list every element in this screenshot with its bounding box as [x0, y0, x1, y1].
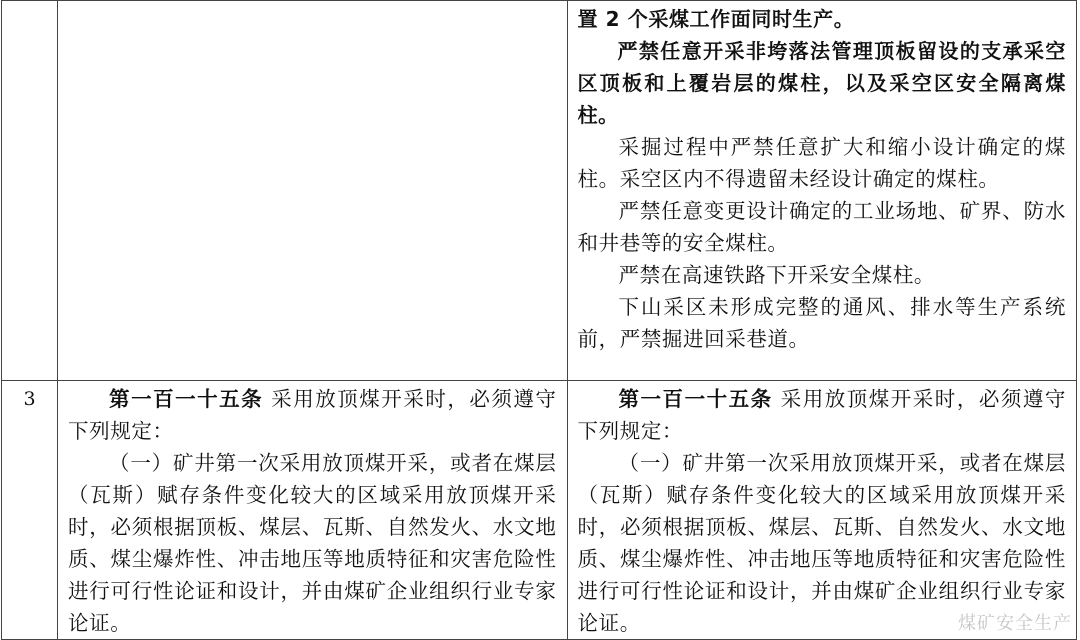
article-text: 采用放顶煤开采时，必须遵守下列规定：: [578, 387, 1066, 443]
article-number: 第一百一十五条: [109, 387, 263, 411]
original-text-cell: [58, 381, 567, 640]
item-paragraph: （一）矿井第一次采用放顶煤开采，或者在煤层（瓦斯）赋存条件变化较大的区域采用放顶煤开采时，必须根据顶板、煤层、瓦斯、自然发火、水文地质、煤尘爆炸性、冲击地压等地质特征和灾害危险性进行可行性论证和设计，并由煤矿企业组织行业专家论证。: [578, 447, 1066, 639]
paragraph: 下山采区未形成完整的通风、排水等生产系统前，严禁掘进回采巷道。: [578, 291, 1066, 355]
paragraph: 置 2 个采煤工作面同时生产。: [578, 3, 1066, 35]
article-paragraph: [68, 383, 556, 447]
revised-text-content: [568, 1, 1076, 355]
row-number-cell: [2, 381, 58, 640]
item-paragraph: （一）矿井第一次采用放顶煤开采，或者在煤层（瓦斯）赋存条件变化较大的区域采用放顶煤开采时，必须根据顶板、煤层、瓦斯、自然发火、水文地质、煤尘爆炸性、冲击地压等地质特征和灾害危险性进行可行性论证和设计，并由煤矿企业组织行业专家论证。: [68, 447, 556, 639]
revised-text-cell: [567, 1, 1076, 381]
original-text-cell: [58, 1, 567, 381]
row-number-cell: [2, 1, 58, 381]
article-number: 第一百一十五条: [619, 387, 773, 411]
article-paragraph: [578, 383, 1066, 447]
table-row: [2, 1, 1077, 381]
table-row: [2, 381, 1077, 640]
regulation-comparison-table: [1, 0, 1077, 640]
paragraph: 采掘过程中严禁任意扩大和缩小设计确定的煤柱。采空区内不得遗留未经设计确定的煤柱。: [578, 131, 1066, 195]
paragraph: 严禁任意变更设计确定的工业场地、矿界、防水和井巷等的安全煤柱。: [578, 195, 1066, 259]
article-text: 采用放顶煤开采时，必须遵守下列规定：: [68, 387, 556, 443]
watermark-text: 煤矿安全生产: [958, 609, 1072, 635]
paragraph: 严禁任意开采非垮落法管理顶板留设的支承采空区顶板和上覆岩层的煤柱，以及采空区安全隔离煤柱。: [578, 35, 1066, 131]
paragraph: 严禁在高速铁路下开采安全煤柱。: [578, 259, 1066, 291]
row-number: 3: [2, 381, 57, 415]
revised-text-cell: [567, 381, 1076, 640]
